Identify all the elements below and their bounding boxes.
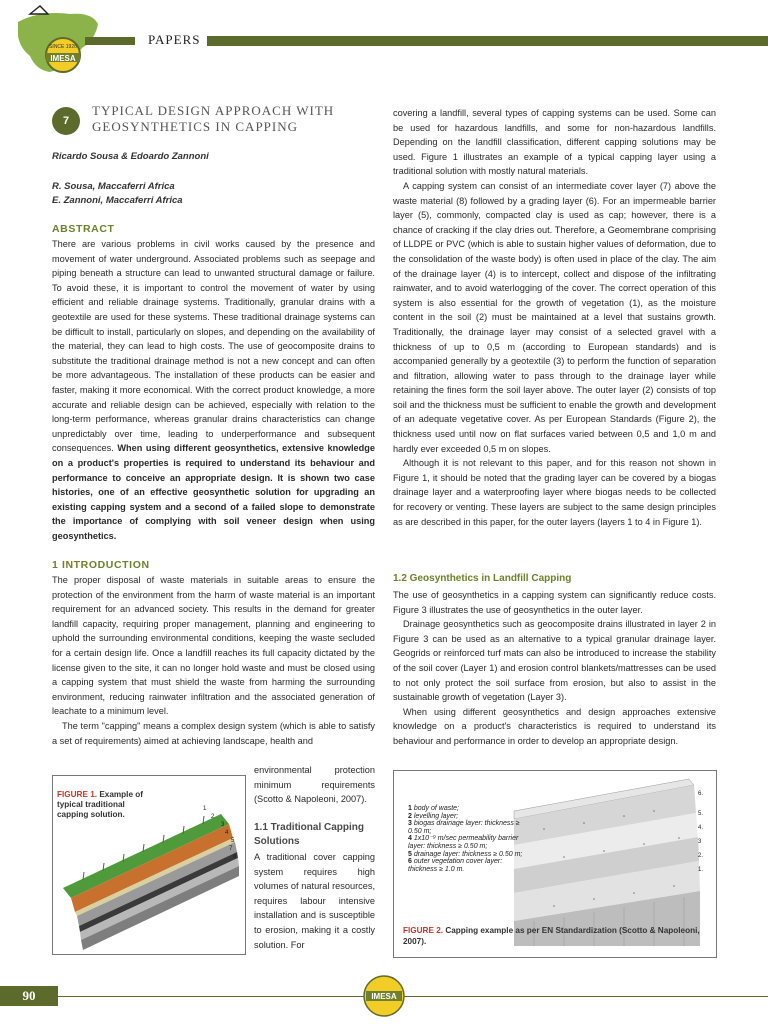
figure-2-caption: FIGURE 2. Capping example as per EN Standardization (Scotto & Napoleoni, 2007). bbox=[403, 926, 700, 946]
section-label: PAPERS bbox=[148, 32, 201, 47]
affiliation-1: R. Sousa, Maccaferri Africa bbox=[52, 181, 175, 192]
figure-2 bbox=[393, 770, 717, 958]
svg-text:IMESA: IMESA bbox=[50, 54, 76, 63]
section-1-2-heading: 1.2 Geosynthetics in Landfill Capping bbox=[393, 573, 572, 584]
legend-item: 2 levelling layer; bbox=[408, 812, 459, 820]
introduction-body: The proper disposal of waste materials in suitable areas to ensure the protection of the environment from the harm of waste material is an important requirement for an advanced society. This results in the demand for greater landfill capacity, requiring proper management, planning and engineering to uphold the surrounding environmental conditions, keeping the waste secluded for a certain design life. Once a landfill reaches its full capacity dictated by the license given to the site, it can no longer hold waste and must be closed using a capping system that must shield the waste from harming the surrounding environment, reducing rainwater infiltration and the associated generation of leachate to a minimum level. The term "capping" means a complex design system (which is able to satisfy a set of requirements) aimed at achieving landscape, health and bbox=[52, 575, 375, 746]
figure-2-legend bbox=[408, 805, 533, 873]
figure-1 bbox=[52, 775, 246, 955]
section-1-1-heading: 1.1 Traditional Capping Solutions bbox=[254, 822, 365, 847]
intro-continuation: environmental protection minimum requirements (Scotto & Napoleoni, 2007). bbox=[254, 765, 375, 805]
figure-1-caption: FIGURE 1. Example of typical traditional capping solution. bbox=[57, 790, 144, 819]
article-number-badge: 7 bbox=[52, 107, 80, 135]
page-number: 90 bbox=[0, 986, 58, 1006]
section-1-2-body: The use of geosynthetics in a capping system can significantly reduce costs. Figure 3 illustrates the use of geosynthetics in the outer layer. Drainage geosynthetics such as geocomposite drains illustrated in layer 2 in Figure 3 can be used as an alternative to a typical granular drainage layer. Geogrids or reinforced turf mats can also be introduced to increase the stability of the soil cover (Layer 1) and erosion control blankets/mattresses can be used to not only protect the soil surface from erosion, but also to assist in the sustainable growth of vegetation (Layer 3). When using different geosynthetics and design approaches extensive knowledge on a product's characteristics is required to understand its behaviour and performance in order to develop an appropriate design. bbox=[393, 590, 716, 746]
header-bar-left bbox=[85, 37, 135, 45]
affiliation-2: E. Zannoni, Maccaferri Africa bbox=[52, 195, 183, 206]
svg-text:SINCE 1926: SINCE 1926 bbox=[49, 44, 77, 50]
legend-item: 5 drainage layer: thickness ≥ 0.50 m; bbox=[408, 850, 523, 858]
authors: Ricardo Sousa & Edoardo Zannoni bbox=[52, 151, 209, 162]
legend-item: 1 body of waste; bbox=[408, 805, 459, 812]
svg-text:IMESA: IMESA bbox=[371, 992, 397, 1001]
section-1-1-body: A traditional cover capping system requires high volumes of natural resources, requires labour intensive installation and is susceptible to erosion, making it a costly solution. For bbox=[254, 852, 375, 950]
abstract-body: There are various problems in civil works caused by the presence and movement of water underground. Associated problems such as seepage and piping beneath a structure can lead to unwanted structural damage or failure. To avoid these, it is important to control the movement of water by using efficient and reliable drainage systems. Traditionally, granular drains with a geotextile are used for these systems. These traditional drainage systems can be difficult to install, particularly on slopes, and depending on the availability of the material, they can lead to high costs. The use of geocomposite drains to substitute the traditional drainage method is not a new concept and can often be more advantageous. The installation of these products can be easier and faster, making it more economical. With the correct product knowledge, a more accurate and reliable design can be achieved, especially with relation to the long-term performance, whereas granular drains characteristics can change unpredictably over time, leading to underperformance and subsequent consequences. When using different geosynthetics, extensive knowledge on a product's properties is required to understand its behaviour and performance to conceive an appropriate design. It is shown two case histories, one of an effective geosynthetic solution for upgrading an existing capping system and a second of a failed slope to demonstrate the importance of complying with soil veneer design when using geosynthetics. bbox=[52, 239, 375, 541]
article-title: TYPICAL DESIGN APPROACH WITH GEOSYNTHETICS IN CAPPING bbox=[92, 103, 335, 134]
right-column-body: covering a landfill, several types of capping systems can be used. Some can be used for hazardous landfills, and some for non-hazardous landfills. Depending on the landfill classification, different capping solutions may be used. Figure 1 illustrates an example of a typical capping layer using a traditional solution with mostly natural materials. A capping system can consist of an intermediate cover layer (7) above the waste material (8) followed by a grading layer (6). For an impermeable barrier layer (5), commonly, compacted clay is used as cap; however, there is a chance of cracking if the clay dries out. Therefore, a Geomembrane comprising of LLDPE or PVC (which is able to sustain higher values of deformation, due to the consolidation of the waste body) is often used in place of the clay. The aim of the drainage layer (4) is to intercept, collect and dispose of the infiltrating rainwater, and to avoid waterlogging of the cover. The correct operation of this system is also essential for the growth of vegetation (1), as the moisture content in the soil (2) must be maintained at a level that sustains growth. Traditionally, the drainage layer may consist of a selected gravel with a thickness of up to 0,5 m (according to European standards) and is accompanied generally by a geotextile (3) to perform the function of separation and filtration, allowing water to pass through to the drainage layer while retaining the fines form the soil layer above. The outer layer (2) consists of top soil and the thickness must be sufficient to enable the growth and development of an adequate vegetative cover. As per European Standards (Figure 2), the thickness used until now on flat surfaces varied between 0,5 and 1,0 m and hardly ever exceeded 0,5 m on slopes. Although it is not relevant to this paper, and for this reason not shown in Figure 1, it should be noted that the grading layer can be covered by a biogas drainage layer and a waterproofing layer where biogas needs to be collected for recovery or venting. These layers are subject to the same design principles as are described in this paper, for the outer layers (layers 1 to 4 in Figure 1). bbox=[393, 108, 716, 527]
introduction-heading: 1 INTRODUCTION bbox=[52, 559, 150, 571]
legend-item: 6 outer vegetation cover layer: thickness ≥ 1.0 m. bbox=[408, 858, 503, 873]
footer-rule bbox=[58, 996, 768, 997]
imesa-badge-icon bbox=[362, 974, 406, 1018]
abstract-heading: ABSTRACT bbox=[52, 223, 115, 235]
legend-item: 3 biogas drainage layer: thickness ≥ 0.50 m; bbox=[408, 820, 520, 835]
figure-1-layer-labels: 1 2 3 4 5 7 8 bbox=[203, 806, 237, 860]
legend-item: 4 1x10⁻⁹ m/sec permeability barrier layer: thickness ≥ 0.50 m; bbox=[408, 835, 519, 850]
figure-2-side-labels: 6. 5. 4. 3 2. 1. bbox=[698, 791, 704, 873]
capping-layers-illustration bbox=[53, 776, 245, 954]
footer-logo bbox=[362, 974, 406, 1018]
header-bar-right bbox=[207, 36, 768, 46]
